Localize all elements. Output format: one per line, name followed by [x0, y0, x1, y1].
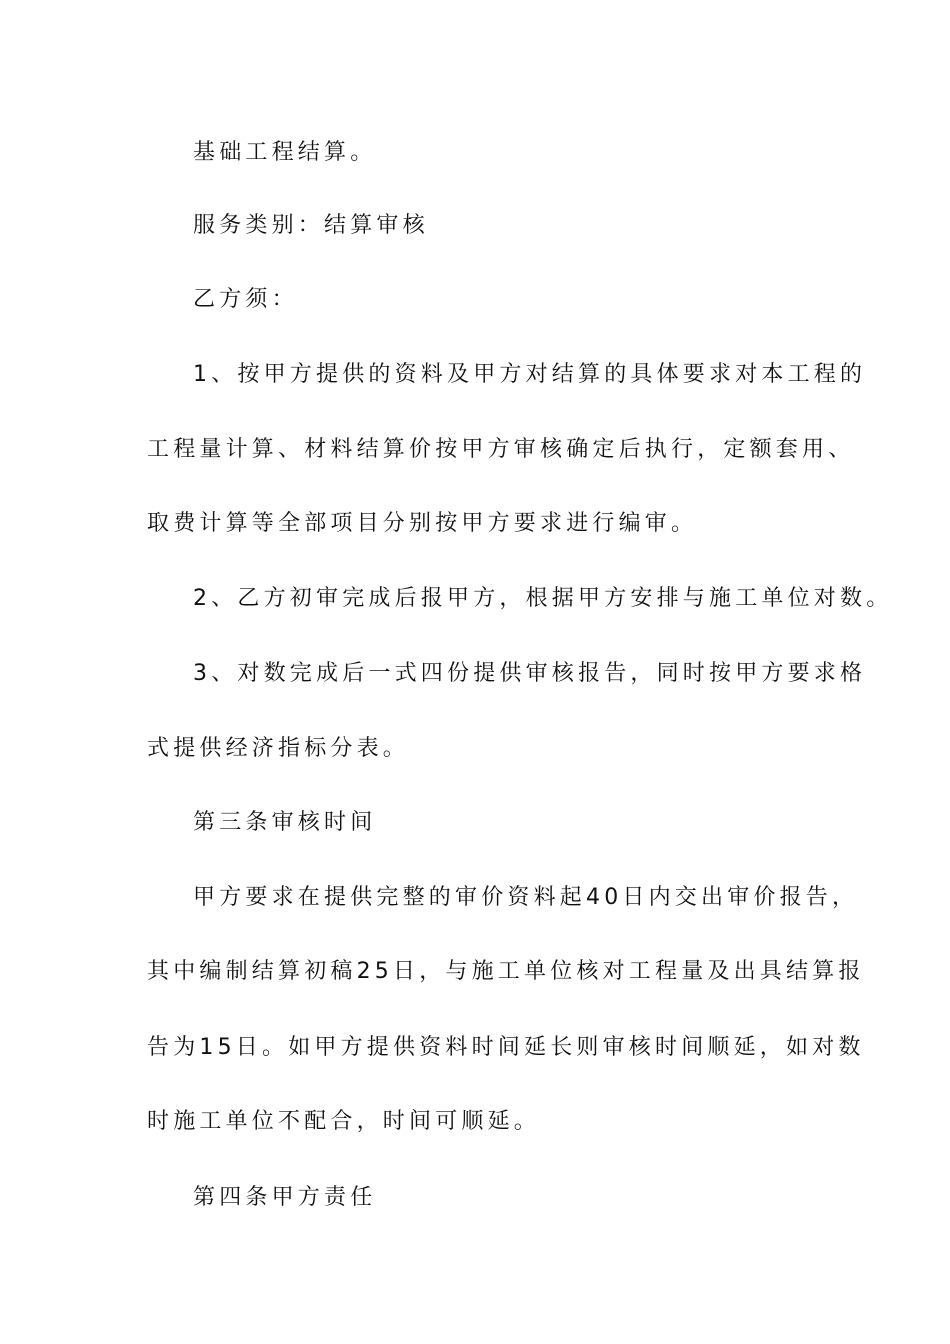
item-3-line-1: 3、对数完成后一式四份提供审核报告，同时按甲方要求格: [193, 661, 867, 686]
article-4-heading: 第四条甲方责任: [193, 1185, 377, 1210]
item-1-line-1: 1、按甲方提供的资料及甲方对结算的具体要求对本工程的: [193, 362, 867, 387]
paragraph-line: 基础工程结算。: [193, 140, 377, 165]
item-1-line-2: 工程量计算、材料结算价按甲方审核确定后执行，定额套用、: [147, 437, 855, 462]
article-3-line-1: 甲方要求在提供完整的审价资料起40日内交出审价报告，: [193, 885, 859, 910]
service-category-line: 服务类别：结算审核: [193, 213, 429, 238]
item-2-line: 2、乙方初审完成后报甲方，根据甲方安排与施工单位对数。: [193, 586, 893, 611]
item-1-line-3: 取费计算等全部项目分别按甲方要求进行编审。: [147, 511, 698, 536]
article-3-heading: 第三条审核时间: [193, 810, 377, 835]
item-3-line-2: 式提供经济指标分表。: [147, 736, 410, 761]
party-b-heading: 乙方须：: [193, 287, 298, 312]
article-3-line-4: 时施工单位不配合，时间可顺延。: [147, 1109, 541, 1134]
article-3-line-2: 其中编制结算初稿25日，与施工单位核对工程量及出具结算报: [147, 959, 865, 984]
article-3-line-3: 告为15日。如甲方提供资料时间延长则审核时间顺延，如对数: [147, 1035, 865, 1060]
